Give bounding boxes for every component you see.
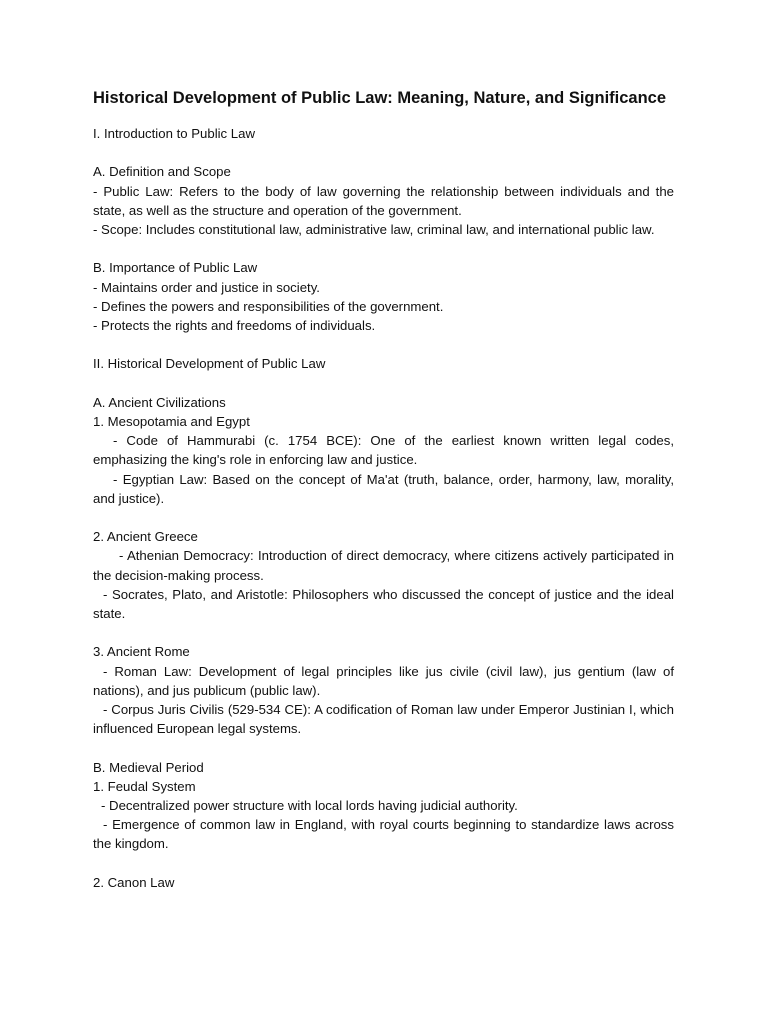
topic-heading-greece: 2. Ancient Greece [93,529,198,545]
subsection-heading-definition: A. Definition and Scope [93,164,231,180]
paragraph-philosophers: - Socrates, Plato, and Aristotle: Philosophers who discussed the concept of justice and the ideal state. [93,586,674,621]
subsection-heading-ancient-civilizations: A. Ancient Civilizations [93,394,226,410]
paragraph-roman-law: - Roman Law: Development of legal principles like jus civile (civil law), jus gentium (law of nations), and jus publicum (public law). [93,663,674,698]
spacer [93,143,674,162]
list-item: - Maintains order and justice in society. [93,279,320,295]
topic-heading-feudal: 1. Feudal System [93,778,196,794]
topic-heading-mesopotamia: 1. Mesopotamia and Egypt [93,413,250,429]
spacer [93,508,674,527]
spacer [93,335,674,354]
section-heading-historical-development: II. Historical Development of Public Law [93,356,326,372]
subsection-heading-medieval: B. Medieval Period [93,759,204,775]
paragraph-egyptian-law: - Egyptian Law: Based on the concept of Ma'at (truth, balance, order, harmony, law, morality, and justice). [93,471,674,506]
spacer [93,623,674,642]
topic-heading-canon-law: 2. Canon Law [93,874,175,890]
document-title: Historical Development of Public Law: Meaning, Nature, and Significance [93,89,667,107]
spacer [93,738,674,757]
paragraph-decentralized-power: - Decentralized power structure with local lords having judicial authority. [101,798,518,813]
paragraph-corpus-juris: - Corpus Juris Civilis (529-534 CE): A codification of Roman law under Emperor Justinian I, which influenced European legal systems. [93,702,674,737]
spacer [93,854,674,873]
paragraph-scope: - Scope: Includes constitutional law, administrative law, criminal law, and international public law. [93,222,655,237]
spacer [93,239,674,258]
subsection-heading-importance: B. Importance of Public Law [93,260,258,276]
topic-heading-rome: 3. Ancient Rome [93,644,190,660]
section-heading-introduction: I. Introduction to Public Law [93,126,256,141]
spacer [93,374,674,393]
paragraph-hammurabi: - Code of Hammurabi (c. 1754 BCE): One of the earliest known written legal codes, emphasizing the king's role in enforcing law and justice. [93,433,674,468]
paragraph-public-law-definition: - Public Law: Refers to the body of law governing the relationship between individuals and the state, as well as the structure and operation of the government. [93,183,674,218]
document-page [93,86,674,892]
list-item: - Protects the rights and freedoms of individuals. [93,318,376,333]
paragraph-athenian-democracy: - Athenian Democracy: Introduction of direct democracy, where citizens actively participated in the decision-making process. [93,548,674,583]
paragraph-common-law: - Emergence of common law in England, with royal courts beginning to standardize laws across the kingdom. [93,817,674,852]
list-item: - Defines the powers and responsibilities of the government. [93,298,444,314]
